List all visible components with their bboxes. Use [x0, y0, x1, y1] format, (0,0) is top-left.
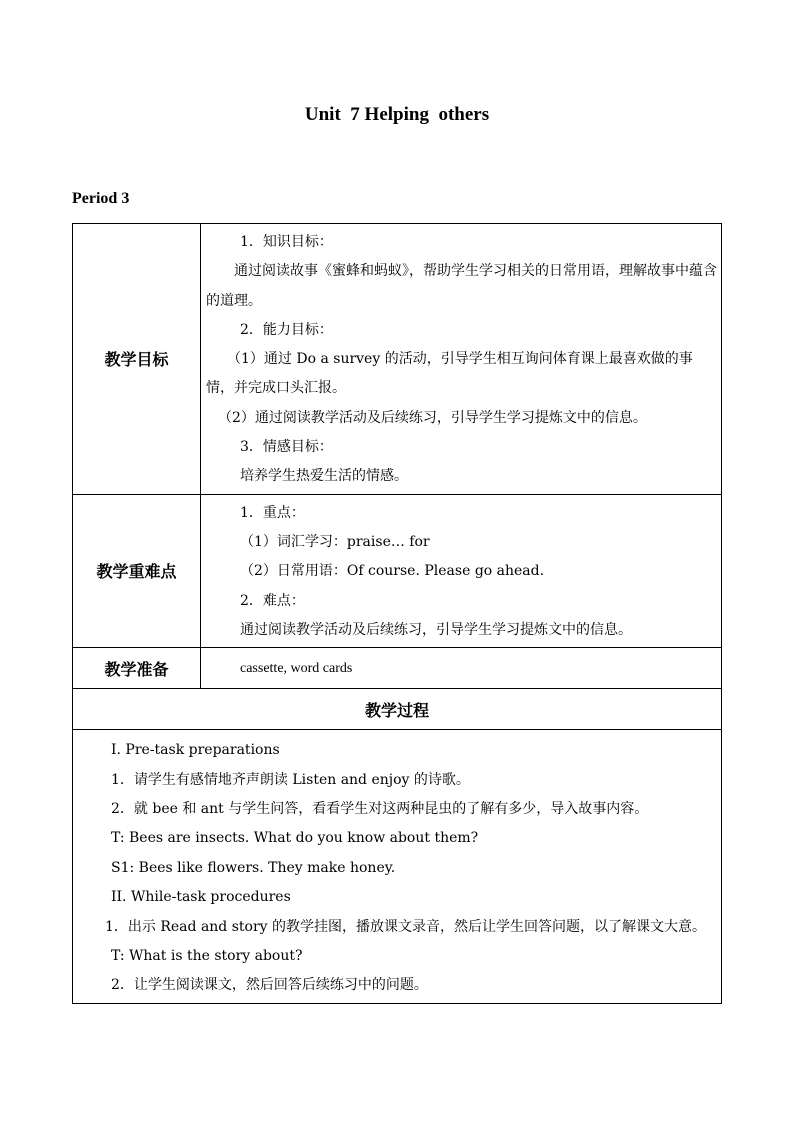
process-line: 2．让学生阅读课文，然后回答后续练习中的问题。 — [111, 977, 428, 994]
objective-line: 1．知识目标： — [240, 234, 333, 250]
preparation-value: cassette, word cards — [201, 648, 722, 689]
objective-line: 3．情感目标： — [240, 439, 333, 456]
objectives-row — [73, 224, 722, 495]
key-point-line: 2．难点： — [240, 592, 305, 609]
process-line: 1．请学生有感情地齐声朗读 Listen and enjoy 的诗歌。 — [111, 771, 470, 788]
process-line: 2．就 bee 和 ant 与学生问答，看看学生对这两种昆虫的了解有多少，导入故事内容。 — [111, 800, 649, 817]
key-point-line: （1）词汇学习：praise… for — [240, 533, 430, 550]
objectives-content — [201, 224, 722, 495]
objective-line: 培养学生热爱生活的情感。 — [240, 468, 408, 485]
preparation-row — [73, 648, 722, 689]
period-heading: Period 3 — [72, 190, 130, 207]
process-heading: 教学过程 — [73, 689, 722, 730]
objective-line: （1）通过 Do a survey 的活动，引导学生相互询问体育课上最喜欢做的事情，并完成口头汇报。 — [206, 351, 693, 397]
key-points-row — [73, 494, 722, 647]
process-line: II. While-task procedures — [111, 889, 291, 906]
key-point-line: （2）日常用语：Of course. Please go ahead. — [240, 563, 545, 580]
process-line: 1．出示 Read and story 的教学挂图，播放课文录音，然后让学生回答问题，以了解课文大意。 — [105, 918, 707, 935]
process-heading-row — [73, 689, 722, 730]
objective-line: 通过阅读故事《蜜蜂和蚂蚁》，帮助学生学习相关的日常用语，理解故事中蕴含的道理。 — [206, 263, 717, 309]
process-line: T: Bees are insects. What do you know about them? — [111, 830, 479, 847]
process-row — [73, 730, 722, 1004]
process-line: T: What is the story about? — [111, 948, 303, 964]
key-point-line: 1．重点： — [240, 504, 305, 521]
process-line: S1: Bees like flowers. They make honey. — [111, 859, 396, 876]
key-points-content — [201, 494, 722, 647]
key-point-line: 通过阅读教学活动及后续练习，引导学生学习提炼文中的信息。 — [240, 621, 632, 638]
process-line: I. Pre-task preparations — [111, 742, 280, 759]
process-content — [73, 730, 722, 1004]
objective-line: 2．能力目标： — [240, 321, 333, 338]
key-points-label: 教学重难点 — [73, 494, 201, 647]
objectives-label: 教学目标 — [73, 224, 201, 495]
preparation-label: 教学准备 — [73, 648, 201, 689]
document-title: Unit 7 Helping others — [304, 104, 490, 125]
objective-line: （2）通过阅读教学活动及后续练习，引导学生学习提炼文中的信息。 — [218, 409, 647, 426]
lesson-plan-table — [72, 223, 722, 1004]
